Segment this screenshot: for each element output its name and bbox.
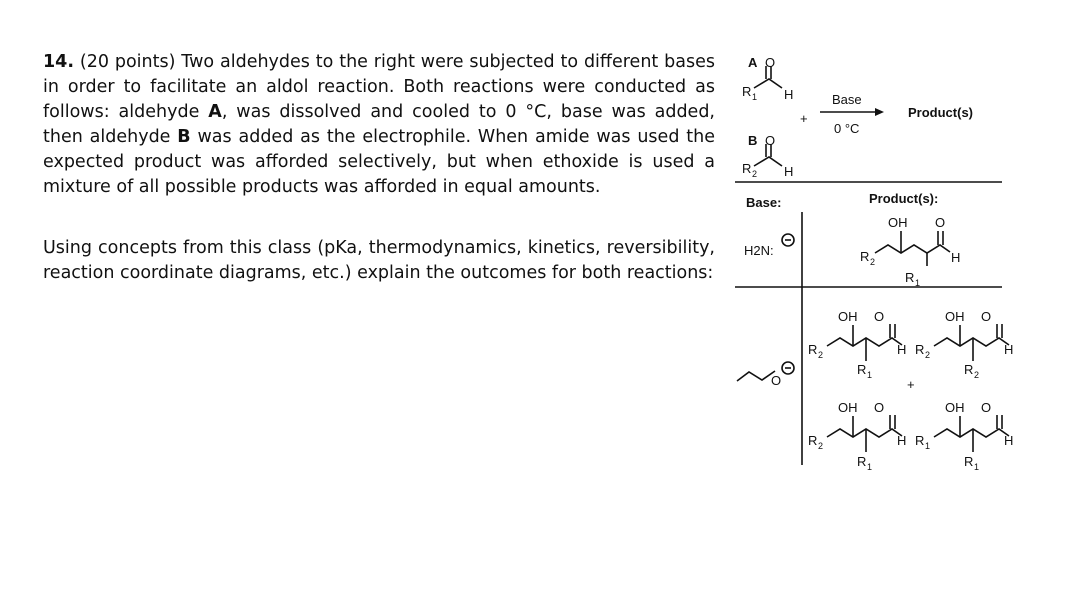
svg-text:OH: OH	[888, 215, 908, 230]
arrow-base-label: Base	[832, 92, 862, 107]
svg-text:OH: OH	[945, 309, 965, 324]
svg-text:O: O	[874, 400, 885, 415]
label-a: A	[748, 55, 758, 70]
product-label: Product(s)	[908, 105, 973, 120]
svg-text:2: 2	[974, 370, 980, 380]
header-products: Product(s):	[869, 191, 939, 206]
label-b: B	[748, 133, 758, 148]
svg-text:R: R	[964, 454, 974, 469]
ethoxide-product-1-skeleton	[827, 338, 902, 346]
question-paragraph-1: 14. (20 points) Two aldehydes to the right were subjected to different bases in order to facilitate an aldol reaction. Both reactions were conducted as follows: aldehyde A, was dissolved and cooled to 0 °C, base was added, then aldehyde B was added as the electrophile. When amide was used the expected product was afforded selectively, but when ethoxide is used a mixture of all possible products was afforded in equal amounts.	[43, 52, 715, 197]
svg-text:2: 2	[752, 169, 758, 179]
svg-text:2: 2	[870, 257, 876, 267]
svg-text:OH: OH	[838, 400, 858, 415]
svg-text:H: H	[1004, 433, 1014, 448]
svg-text:O: O	[981, 309, 992, 324]
svg-text:H: H	[897, 433, 907, 448]
question-paragraph-2: Using concepts from this class (pKa, thermodynamics, kinetics, reversibility, reaction coordinate diagrams, etc.) explain the outcomes for both reactions:	[43, 238, 715, 283]
ethoxide-skeleton	[737, 371, 775, 381]
svg-text:R: R	[915, 433, 925, 448]
svg-text:1: 1	[915, 278, 921, 288]
svg-text:R: R	[905, 270, 915, 285]
svg-text:R: R	[857, 362, 867, 377]
amide-base: H2N:	[744, 243, 774, 258]
svg-text:H: H	[1004, 342, 1014, 357]
svg-text:2: 2	[818, 441, 824, 451]
svg-text:2: 2	[818, 350, 824, 360]
svg-text:O: O	[771, 373, 782, 388]
arrow-temp-label: 0 °C	[834, 121, 860, 136]
ethoxide-product-2-skeleton	[934, 338, 1009, 346]
svg-text:R: R	[808, 433, 818, 448]
svg-text:R: R	[915, 342, 925, 357]
svg-text:R: R	[857, 454, 867, 469]
svg-text:R: R	[808, 342, 818, 357]
svg-text:H: H	[784, 164, 794, 179]
svg-text:R: R	[742, 84, 752, 99]
amide-product-skeleton	[875, 245, 950, 253]
svg-text:OH: OH	[838, 309, 858, 324]
svg-text:2: 2	[925, 350, 931, 360]
ethoxide-product-3-skeleton	[827, 429, 902, 437]
svg-text:O: O	[765, 55, 776, 70]
svg-text:O: O	[874, 309, 885, 324]
aldehyde-a-skeleton	[754, 79, 782, 88]
svg-text:1: 1	[752, 92, 758, 102]
svg-text:OH: OH	[945, 400, 965, 415]
svg-text:R: R	[742, 161, 752, 176]
svg-text:O: O	[765, 133, 776, 148]
question-number: 14.	[43, 52, 75, 72]
plus-sign: +	[907, 377, 915, 392]
question-points: (20 points)	[79, 52, 176, 72]
svg-text:R: R	[860, 249, 870, 264]
svg-text:1: 1	[925, 441, 931, 451]
svg-text:O: O	[981, 400, 992, 415]
svg-text:H: H	[951, 250, 961, 265]
svg-text:1: 1	[867, 462, 873, 472]
svg-text:1: 1	[867, 370, 873, 380]
ethoxide-product-4-skeleton	[934, 429, 1009, 437]
header-base: Base:	[746, 195, 782, 210]
aldehyde-b-skeleton	[754, 157, 782, 166]
svg-text:1: 1	[974, 462, 980, 472]
svg-text:O: O	[935, 215, 946, 230]
svg-text:H: H	[784, 87, 794, 102]
plus-sign: +	[800, 111, 808, 126]
svg-text:R: R	[964, 362, 974, 377]
svg-text:H: H	[897, 342, 907, 357]
